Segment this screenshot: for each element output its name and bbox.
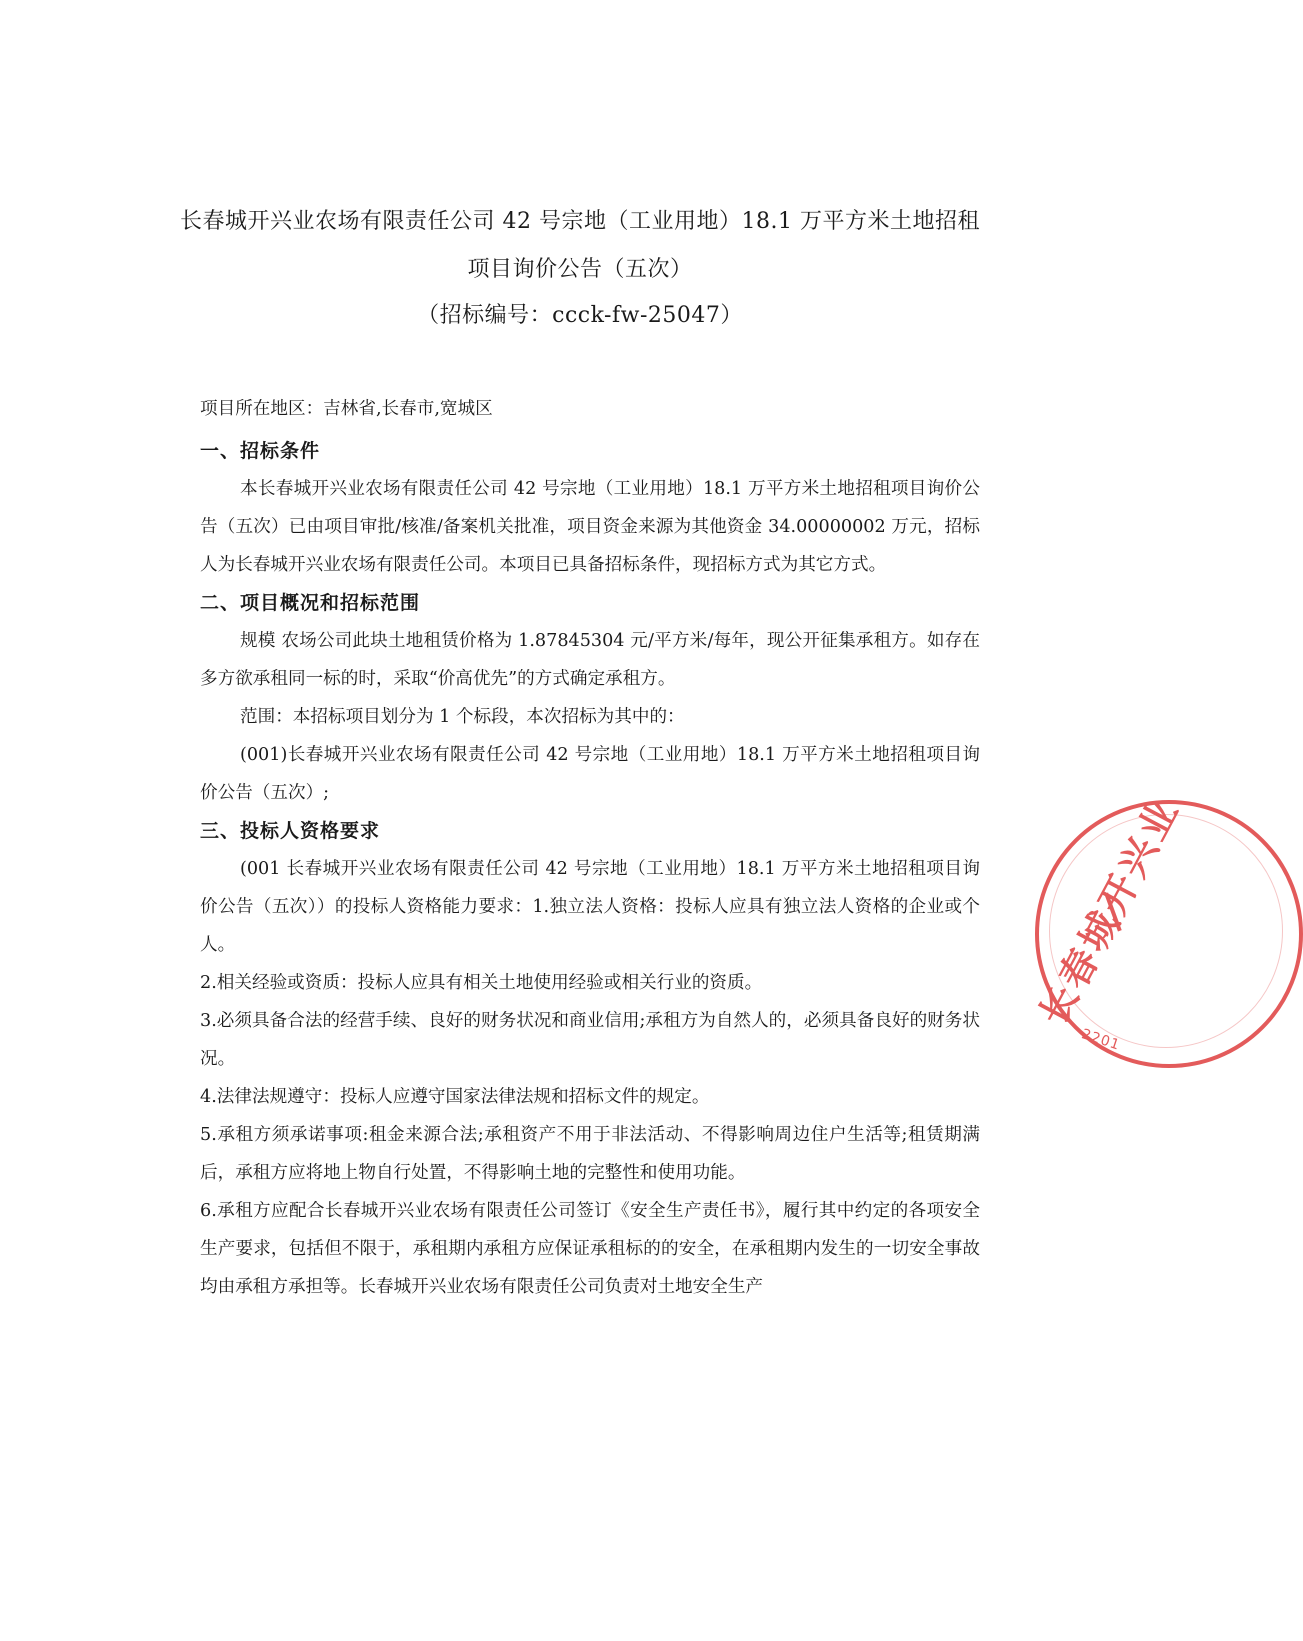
title-line-2: 项目询价公告（五次） (467, 257, 693, 282)
section-2-heading: 二、项目概况和招标范围 (200, 592, 421, 614)
section-1-heading: 一、招标条件 (200, 440, 321, 462)
seal-text: 长春城开兴业 (1031, 789, 1189, 1033)
section-2-scope-paragraph: 范围：本招标项目划分为 1 个标段，本次招标为其中的： (240, 707, 685, 727)
title-line-3-tender-number: （招标编号：ccck-fw-25047） (417, 303, 743, 328)
requirement-item-2: 2.相关经验或资质：投标人应具有相关土地使用经验或相关行业的资质。 (200, 973, 763, 993)
section-3-heading: 三、投标人资格要求 (200, 820, 381, 842)
requirement-item-5: 5.承租方须承诺事项:租金来源合法;承租资产不用于非法活动、不得影响周边住户生活等;租赁期满后，承租方应将地上物自行处置，不得影响土地的完整性和使用功能。 (200, 1125, 980, 1183)
section-2-lot-paragraph: (001)长春城开兴业农场有限责任公司 42 号宗地（工业用地）18.1 万平方米土地招租项目询价公告（五次）; (200, 745, 980, 803)
section-2-scale-paragraph: 规模 农场公司此块土地租赁价格为 1.87845304 元/平方米/每年，现公开征集承租方。如存在多方欲承租同一标的时，采取“价高优先”的方式确定承租方。 (200, 631, 980, 689)
project-region: 项目所在地区：吉林省,长春市,宽城区 (200, 399, 493, 419)
seal-code: 2201 (1079, 1026, 1123, 1054)
section-3-paragraph: (001 长春城开兴业农场有限责任公司 42 号宗地（工业用地）18.1 万平方米土地招租项目询价公告（五次））的投标人资格能力要求：1.独立法人资格：投标人应具有独立法人资格的企业或个人。 (200, 859, 980, 955)
requirement-item-3: 3.必须具备合法的经营手续、良好的财务状况和商业信用;承租方为自然人的，必须具备良好的财务状况。 (200, 1011, 980, 1069)
company-seal-stamp (1031, 789, 1303, 1068)
section-1-paragraph: 本长春城开兴业农场有限责任公司 42 号宗地（工业用地）18.1 万平方米土地招租项目询价公告（五次）已由项目审批/核准/备案机关批准，项目资金来源为其他资金 34.00000002 万元，招标人为长春城开兴业农场有限责任公司。本项目已具备招标条件，现招标方式为其它方式。 (200, 479, 980, 575)
requirement-item-6: 6.承租方应配合长春城开兴业农场有限责任公司签订《安全生产责任书》，履行其中约定的各项安全生产要求，包括但不限于，承租期内承租方应保证承租标的的安全，在承租期内发生的一切安全事故均由承租方承担等。长春城开兴业农场有限责任公司负责对土地安全生产 (200, 1201, 980, 1297)
document-body (200, 390, 980, 1306)
title-line-1: 长春城开兴业农场有限责任公司 42 号宗地（工业用地）18.1 万平方米土地招租 (180, 209, 980, 234)
requirement-item-4: 4.法律法规遵守：投标人应遵守国家法律法规和招标文件的规定。 (200, 1087, 710, 1107)
